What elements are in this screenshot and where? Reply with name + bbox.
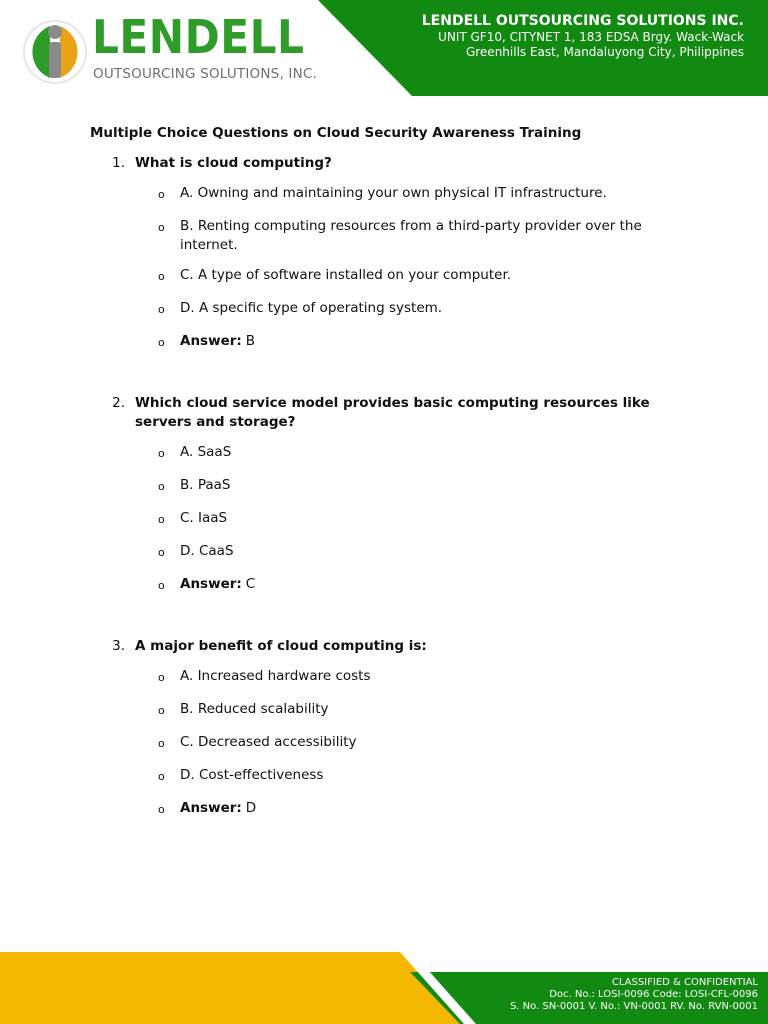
footer-serial-line: S. No. SN-0001 V. No.: VN-0001 RV. No. RVN-0001 <box>509 1001 758 1012</box>
option-text: A. Increased hardware costs <box>180 668 371 684</box>
question-text: A major benefit of cloud computing is: <box>135 638 427 654</box>
company-address: UNIT GF10, CITYNET 1, 183 EDSA Brgy. Wack-Wack Greenhills East, Mandaluyong City, Philippines <box>438 30 744 59</box>
answer-label: Answer: <box>180 333 242 349</box>
question-block <box>90 637 690 821</box>
option-text: B. PaaS <box>180 477 231 493</box>
option-item <box>158 299 690 321</box>
option-text: C. IaaS <box>180 510 228 526</box>
logo-wordmark: LENDELL <box>92 10 305 64</box>
bullet-icon: o <box>158 671 165 684</box>
option-item <box>158 542 690 564</box>
option-text: A. Owning and maintaining your own physical IT infrastructure. <box>180 185 607 201</box>
option-item <box>158 476 690 498</box>
option-text: B. Renting computing resources from a third-party provider over the internet. <box>180 218 642 253</box>
question-text: What is cloud computing? <box>135 155 332 171</box>
option-text: C. A type of software installed on your computer. <box>180 267 512 283</box>
bullet-icon: o <box>158 447 165 460</box>
question-row <box>90 394 690 432</box>
bullet-icon: o <box>158 221 165 234</box>
option-text: A. SaaS <box>180 444 232 460</box>
question-block <box>90 394 690 597</box>
answer-item <box>158 799 690 821</box>
options-list <box>90 443 690 597</box>
options-list <box>90 667 690 821</box>
option-item <box>158 443 690 465</box>
option-text: D. A specific type of operating system. <box>180 300 443 316</box>
page-footer <box>478 977 758 1013</box>
question-row <box>90 637 690 656</box>
answer-label: Answer: <box>180 800 242 816</box>
question-number: 1. <box>112 155 125 171</box>
question-number: 3. <box>112 638 125 654</box>
logo-subtitle: OUTSOURCING SOLUTIONS, INC. <box>93 66 318 82</box>
option-text: D. CaaS <box>180 543 234 559</box>
document-body <box>90 124 690 821</box>
document-title: Multiple Choice Questions on Cloud Security Awareness Training <box>90 125 582 141</box>
bullet-icon: o <box>158 303 165 316</box>
bullet-icon: o <box>158 270 165 283</box>
answer-label: Answer: <box>180 576 242 592</box>
lendell-i-figure-icon <box>22 16 88 86</box>
option-item <box>158 766 690 788</box>
option-text: B. Reduced scalability <box>180 701 329 717</box>
options-list <box>90 184 690 354</box>
answer-value: C <box>245 576 256 592</box>
bullet-icon: o <box>158 579 165 592</box>
option-item <box>158 667 690 689</box>
option-text: D. Cost-effectiveness <box>180 767 324 783</box>
question-number: 2. <box>112 395 125 411</box>
answer-value: D <box>245 800 257 816</box>
bullet-icon: o <box>158 704 165 717</box>
bullet-icon: o <box>158 513 165 526</box>
company-info <box>414 12 744 60</box>
bullet-icon: o <box>158 480 165 493</box>
option-item <box>158 509 690 531</box>
bullet-icon: o <box>158 737 165 750</box>
answer-item <box>158 332 690 354</box>
bullet-icon: o <box>158 188 165 201</box>
option-item <box>158 700 690 722</box>
answer-value: B <box>245 333 256 349</box>
option-item <box>158 184 690 206</box>
option-text: C. Decreased accessibility <box>180 734 357 750</box>
question-text: Which cloud service model provides basic computing resources like servers and storage? <box>135 395 650 430</box>
footer-yellow-band <box>0 952 474 1024</box>
bullet-icon: o <box>158 770 165 783</box>
company-name: LENDELL OUTSOURCING SOLUTIONS INC. <box>421 13 744 29</box>
question-row <box>90 154 690 173</box>
bullet-icon: o <box>158 803 165 816</box>
bullet-icon: o <box>158 336 165 349</box>
option-item <box>158 217 690 255</box>
bullet-icon: o <box>158 546 165 559</box>
question-block <box>90 154 690 354</box>
footer-classification: CLASSIFIED & CONFIDENTIAL <box>611 977 758 988</box>
footer-doc-line: Doc. No.: LOSI-0096 Code: LOSI-CFL-0096 <box>549 989 758 1000</box>
answer-item <box>158 575 690 597</box>
option-item <box>158 266 690 288</box>
option-item <box>158 733 690 755</box>
